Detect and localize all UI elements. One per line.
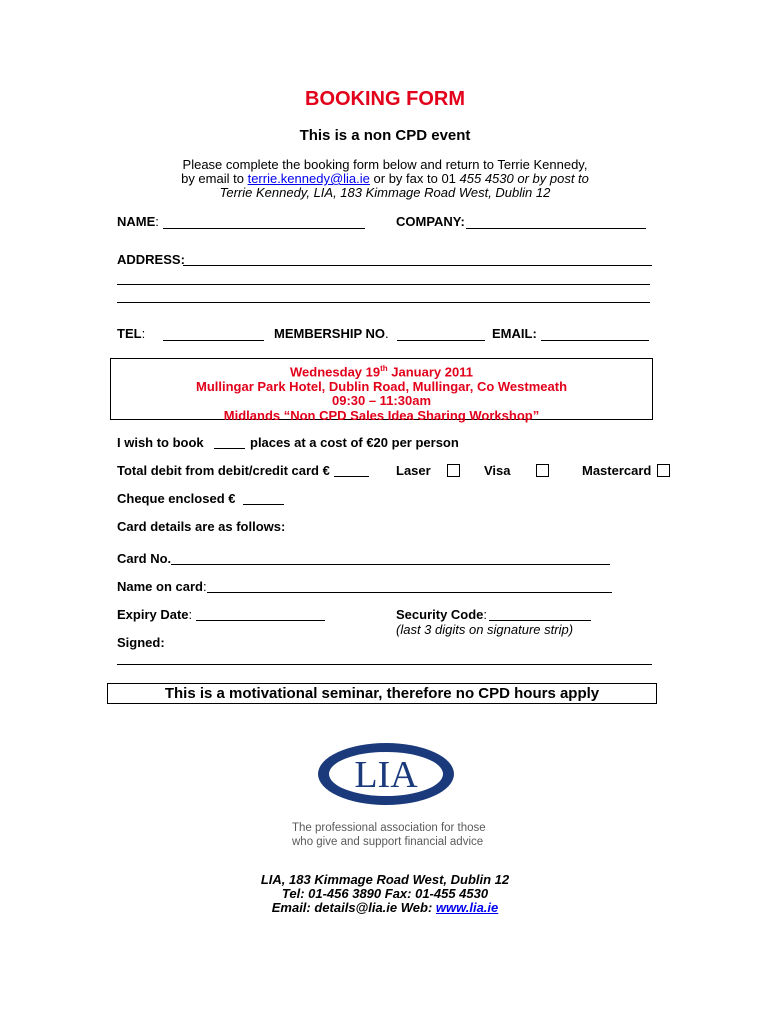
name-on-card-field[interactable] — [207, 592, 612, 593]
name-field[interactable] — [163, 228, 365, 229]
event-workshop: Midlands “Non CPD Sales Idea Sharing Workshop” — [223, 407, 540, 423]
event-time: 09:30 – 11:30am — [331, 393, 432, 409]
expiry-label: Expiry Date: — [117, 607, 193, 622]
places-field[interactable] — [214, 448, 245, 449]
footer-phone: Tel: 01-456 3890 Fax: 01-455 4530 — [281, 886, 489, 901]
lia-logo-icon — [316, 741, 456, 807]
intro-text: or by fax to 01 — [369, 171, 460, 186]
logo-tagline-1: The professional association for those — [292, 822, 486, 834]
event-details-box — [110, 358, 653, 423]
tel-field[interactable] — [163, 340, 264, 341]
mastercard-label: Mastercard — [582, 463, 652, 478]
card-no-field[interactable] — [171, 564, 610, 565]
card-no-label: Card No. — [117, 551, 172, 566]
event-date: Wednesday 19th January 2011 — [290, 364, 473, 380]
footer-contact — [0, 900, 770, 915]
signature-field[interactable] — [117, 664, 652, 665]
logo-tagline-2: who give and support financial advice — [292, 836, 484, 848]
email-field[interactable] — [541, 340, 649, 341]
total-debit-label: Total debit from debit/credit card € — [117, 463, 330, 478]
email-label: EMAIL: — [492, 326, 537, 341]
laser-checkbox[interactable] — [447, 464, 460, 477]
intro-line-3: Terrie Kennedy, LIA, 183 Kimmage Road West, Dublin 12 — [219, 185, 551, 200]
cheque-label: Cheque enclosed € — [117, 491, 236, 506]
lia-logo — [316, 741, 456, 807]
no-cpd-notice: This is a motivational seminar, therefore no CPD hours apply — [107, 683, 657, 704]
visa-label: Visa — [484, 463, 511, 478]
intro-text: 455 4530 or by post to — [459, 171, 589, 186]
places-cost-label: places at a cost of €20 per person — [250, 435, 459, 450]
intro-line-1: Please complete the booking form below and return to Terrie Kennedy, — [182, 157, 588, 172]
page-title: BOOKING FORM — [305, 88, 465, 110]
name-on-card-label: Name on card: — [117, 579, 207, 594]
logo-text: LIA — [354, 754, 418, 796]
wish-to-book-label: I wish to book — [117, 435, 204, 450]
tel-label: TEL: — [117, 326, 146, 341]
address-field-line-2[interactable] — [117, 284, 650, 285]
footer-email: Email: details@lia.ie Web: — [271, 900, 436, 915]
card-details-label: Card details are as follows: — [117, 519, 286, 534]
mastercard-checkbox[interactable] — [657, 464, 670, 477]
intro-text: by email to — [181, 171, 248, 186]
address-field-line-3[interactable] — [117, 302, 650, 303]
website-link[interactable]: www.lia.ie — [435, 900, 499, 915]
intro-line-2 — [0, 171, 770, 186]
address-label: ADDRESS: — [117, 252, 185, 267]
event-venue: Mullingar Park Hotel, Dublin Road, Mullingar, Co Westmeath — [195, 378, 568, 394]
security-code-note: (last 3 digits on signature strip) — [396, 622, 574, 637]
contact-email-link[interactable]: terrie.kennedy@lia.ie — [247, 171, 370, 186]
expiry-field[interactable] — [196, 620, 325, 621]
cheque-field[interactable] — [243, 504, 284, 505]
signed-label: Signed: — [117, 635, 165, 650]
page-subtitle: This is a non CPD event — [299, 127, 471, 144]
visa-checkbox[interactable] — [536, 464, 549, 477]
footer-address: LIA, 183 Kimmage Road West, Dublin 12 — [260, 872, 510, 887]
laser-label: Laser — [396, 463, 431, 478]
name-label: NAME: — [117, 214, 159, 229]
security-code-field[interactable] — [489, 620, 591, 621]
membership-label: MEMBERSHIP NO. — [274, 326, 389, 341]
address-field-line-1[interactable] — [183, 265, 652, 266]
security-code-label: Security Code: — [396, 607, 488, 622]
company-field[interactable] — [466, 228, 646, 229]
total-debit-field[interactable] — [334, 476, 369, 477]
company-label: COMPANY: — [396, 214, 465, 229]
membership-field[interactable] — [397, 340, 485, 341]
